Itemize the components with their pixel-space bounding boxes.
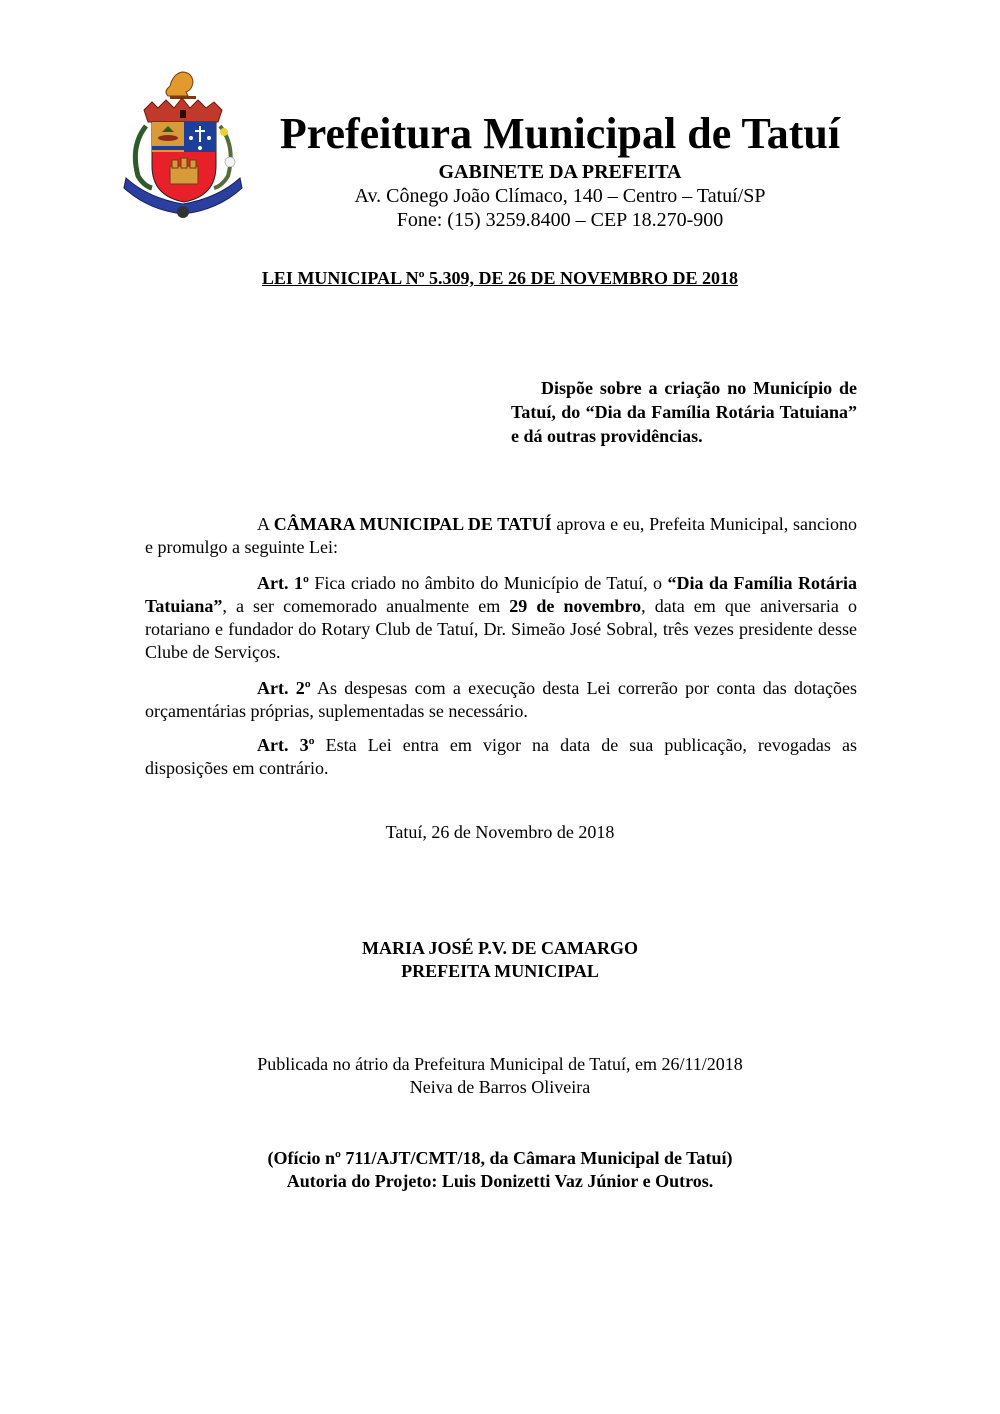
celebration-date: 29 de novembro [509,596,642,616]
article-2 [145,677,857,723]
crown-icon [144,98,222,122]
oficio-reference: (Ofício nº 711/AJT/CMT/18, da Câmara Municipal de Tatuí) [267,1148,733,1168]
article-text: , data em que aniversaria o rotariano e fundador do Rotary Club de Tatuí, Dr. Simeão José Sobral, três vezes presidente desse Clube de Serviços. [145,596,857,662]
header-subtitle: GABINETE DA PREFEITA [438,161,682,183]
article-label: Art. 3º [257,735,315,755]
header-phone: Fone: (15) 3259.8400 – CEP 18.270-900 [396,209,724,231]
shield-icon [152,122,216,202]
coat-of-arms-icon [118,66,248,218]
preamble [145,513,857,559]
gear-icon [177,206,189,218]
article-3 [145,734,857,780]
article-text: , a ser comemorado anualmente em [222,596,510,616]
article-text: As despesas com a execução desta Lei correrão por conta das dotações orçamentárias próprias, suplementadas se necessário. [145,678,857,721]
article-text: Fica criado no âmbito do Município de Tatuí, o [308,573,668,593]
publication-line: Publicada no átrio da Prefeitura Municipal de Tatuí, em 26/11/2018 [257,1054,743,1074]
signatory-role: PREFEITA MUNICIPAL [401,961,599,981]
law-title: LEI MUNICIPAL Nº 5.309, DE 26 DE NOVEMBRO DE 2018 [261,268,739,288]
article-text: Esta Lei entra em vigor na data de sua publicação, revogadas as disposições em contrário. [145,735,857,778]
preamble-text: aprova e eu, Prefeita Municipal, sanciono e promulgo a seguinte Lei: [145,514,857,557]
signatory-name: MARIA JOSÉ P.V. DE CAMARGO [361,938,639,958]
article-1 [145,572,857,664]
day-name: “Dia da Família Rotária Tatuiana” [145,573,857,616]
article-label: Art. 1º [257,573,309,593]
chamber-name: CÂMARA MUNICIPAL DE TATUÍ [273,514,552,534]
laurel-branch-icon [135,126,152,188]
lion-icon [166,72,196,99]
project-authorship: Autoria do Projeto: Luis Donizetti Vaz Júnior e Outros. [286,1171,714,1191]
publication-name: Neiva de Barros Oliveira [409,1077,591,1097]
header-title: Prefeitura Municipal de Tatuí [279,109,841,158]
date-line: Tatuí, 26 de Novembro de 2018 [385,822,615,842]
law-summary: Dispõe sobre a criação no Município de Tatuí, do “Dia da Família Rotária Tatuiana” e dá outras providências. [511,378,857,446]
header-address: Av. Cônego João Clímaco, 140 – Centro – Tatuí/SP [354,185,766,207]
article-label: Art. 2º [257,678,311,698]
preamble-prefix: A [257,514,274,534]
